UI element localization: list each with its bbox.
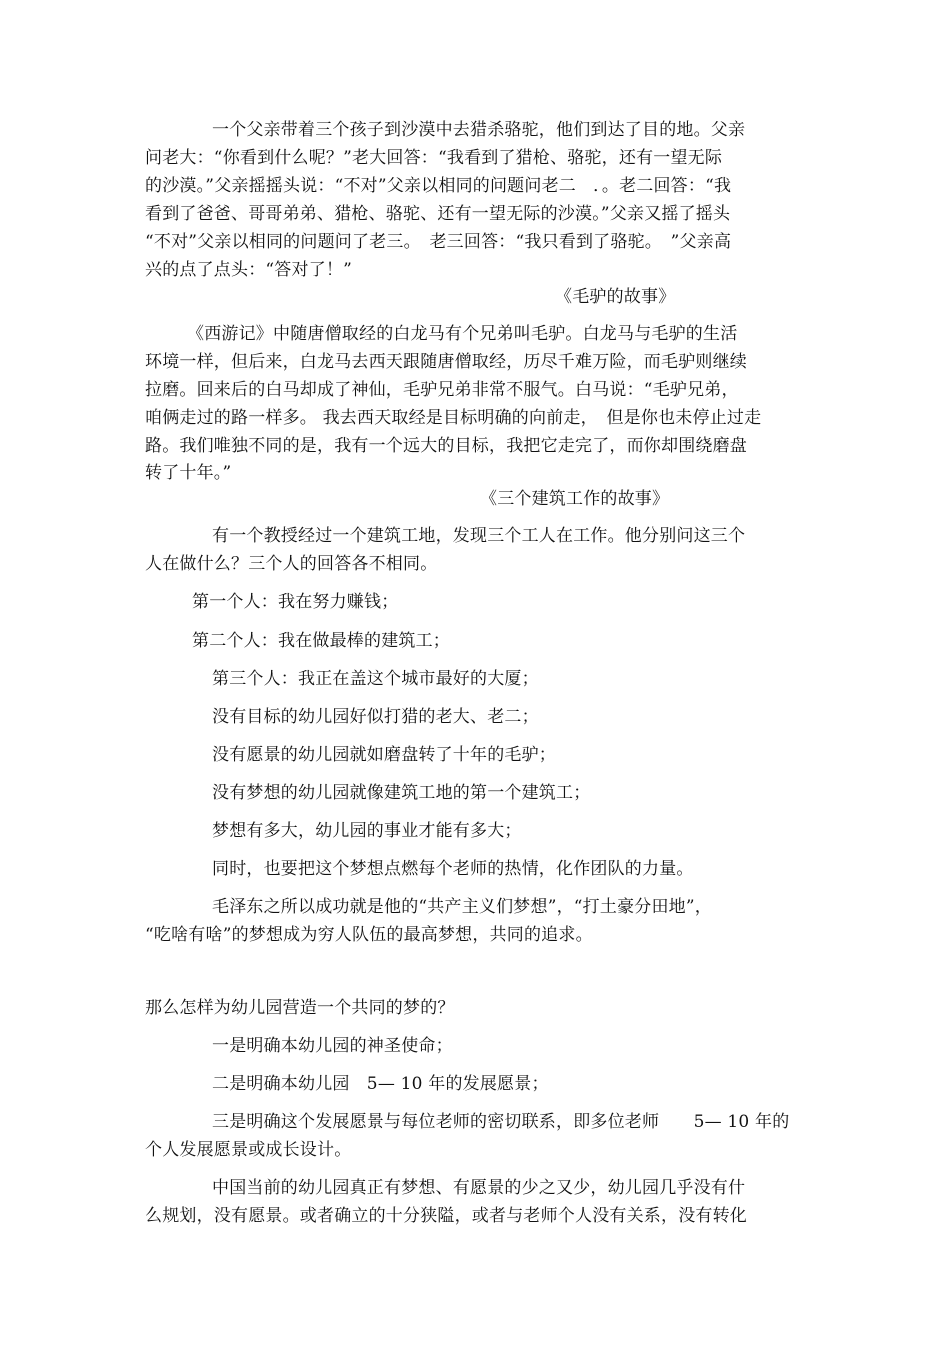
paragraph-line: 一个父亲带着三个孩子到沙漠中去猎杀骆驼，他们到达了目的地。父亲 <box>212 120 746 140</box>
paragraph-line: 人在做什么？三个人的回答各不相同。 <box>145 554 438 574</box>
paragraph-line: 个人发展愿景或成长设计。 <box>145 1140 352 1160</box>
conclusion-line: 梦想有多大，幼儿园的事业才能有多大； <box>212 821 522 841</box>
conclusion-line: 没有目标的幼儿园好似打猎的老大、老二； <box>212 707 539 727</box>
conclusion-line: 同时，也要把这个梦想点燃每个老师的热情，化作团队的力量。 <box>212 859 694 879</box>
paragraph-line: 转了十年。” <box>145 463 232 483</box>
donkey-story-title: 《毛驴的故事》 <box>555 287 676 307</box>
paragraph-line: 《西游记》中随唐僧取经的白龙马有个兄弟叫毛驴。白龙马与毛驴的生活 <box>187 324 738 344</box>
paragraph-line: 么规划，没有愿景。或者确立的十分狭隘，或者与老师个人没有关系，没有转化 <box>145 1206 747 1226</box>
paragraph-line: “不对”父亲以相同的问题问了老三。 老三回答：“我只看到了骆驼。 ”父亲高 <box>145 232 732 252</box>
paragraph-line: 毛泽东之所以成功就是他的“共产主义们梦想”，“打土豪分田地”， <box>212 897 712 917</box>
paragraph-line: 拉磨。回来后的白马却成了神仙，毛驴兄弟非常不服气。白马说：“毛驴兄弟， <box>145 380 739 400</box>
conclusion-line: 没有愿景的幼儿园就如磨盘转了十年的毛驴； <box>212 745 556 765</box>
paragraph-line: 咱俩走过的路一样多。 我去西天取经是目标明确的向前走， 但是你也未停止过走 <box>145 408 762 428</box>
step-one: 一是明确本幼儿园的神圣使命； <box>212 1036 453 1056</box>
paragraph-line: 看到了爸爸、哥哥弟弟、猎枪、骆驼、还有一望无际的沙漠。”父亲又摇了摇头 <box>145 204 731 224</box>
step-two: 二是明确本幼儿园 5— 10 年的发展愿景； <box>212 1074 549 1094</box>
paragraph-line: 有一个教授经过一个建筑工地，发现三个工人在工作。他分别问这三个 <box>212 526 746 546</box>
paragraph-line: 中国当前的幼儿园真正有梦想、有愿景的少之又少，幼儿园几乎没有什 <box>212 1178 746 1198</box>
conclusion-line: 没有梦想的幼儿园就像建筑工地的第一个建筑工； <box>212 783 591 803</box>
paragraph-line: 的沙漠。”父亲摇摇头说：“不对”父亲以相同的问题问老二 ．。老二回答：“我 <box>145 176 732 196</box>
paragraph-line: 路。我们唯独不同的是，我有一个远大的目标，我把它走完了，而你却围绕磨盘 <box>145 436 747 456</box>
paragraph-line: 兴的点了点头：“答对了！” <box>145 260 352 280</box>
paragraph-line: 问老大：“你看到什么呢？”老大回答：“我看到了猎枪、骆驼，还有一望无际 <box>145 148 723 168</box>
answer-line: 第三个人：我正在盖这个城市最好的大厦； <box>212 669 539 689</box>
paragraph-line: “吃啥有啥”的梦想成为穷人队伍的最高梦想，共同的追求。 <box>145 925 593 945</box>
construction-story-title: 《三个建筑工作的故事》 <box>480 489 670 509</box>
paragraph-line: 三是明确这个发展愿景与每位老师的密切联系，即多位老师 5— 10 年的 <box>212 1112 790 1132</box>
question-line: 那么怎样为幼儿园营造一个共同的梦的？ <box>145 998 455 1018</box>
answer-line: 第一个人：我在努力赚钱； <box>192 592 399 612</box>
paragraph-line: 环境一样，但后来，白龙马去西天跟随唐僧取经，历尽千难万险，而毛驴则继续 <box>145 352 747 372</box>
answer-line: 第二个人：我在做最棒的建筑工； <box>192 631 450 651</box>
